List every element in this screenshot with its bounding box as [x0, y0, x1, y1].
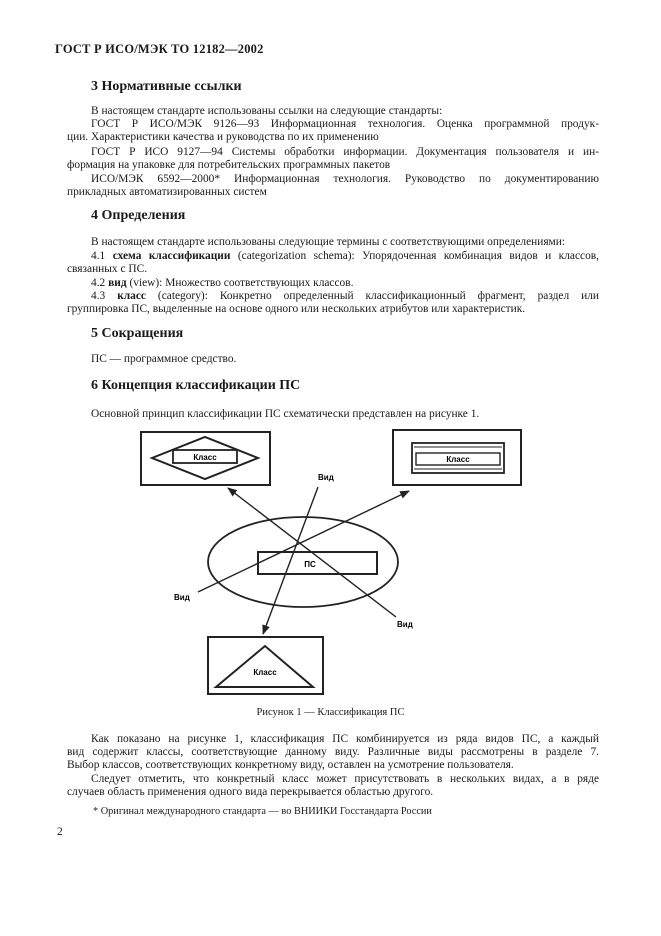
- body-p1-line1: Как показано на рисунке 1, классификация ПС комбинируется из ряда видов ПС, а каждый: [91, 733, 599, 745]
- def-4-2: 4.2 вид (view): Множество соответствующих классов.: [91, 277, 354, 289]
- def-4-3: 4.3 класс (category): Конкретно определенный классификационный фрагмент, раздел или: [91, 290, 599, 302]
- page-header: ГОСТ Р ИСО/МЭК ТО 12182—2002: [55, 42, 264, 56]
- footnote: * Оригинал международного стандарта — во ВНИИКИ Госстандарта России: [93, 806, 432, 817]
- view-label-left: Вид: [174, 593, 190, 602]
- view-label-top: Вид: [318, 473, 334, 482]
- body-p1-line3: Выбор классов, соответствующих конкретному виду, оставлен на усмотрение пользователя.: [67, 759, 514, 771]
- view-label-right: Вид: [397, 620, 413, 629]
- section-6-title: 6 Концепция классификации ПС: [91, 378, 301, 393]
- sec5-text: ПС — программное средство.: [91, 353, 237, 365]
- view-arrow-left: [198, 491, 409, 592]
- page-number: 2: [57, 826, 63, 838]
- ref1-line2: ции. Характеристики качества и руководства по их применению: [67, 131, 379, 143]
- class-label-b: Класс: [253, 668, 277, 677]
- class-box-top-left: [141, 432, 270, 485]
- class-box-bottom: [208, 637, 323, 694]
- ref2-line1: ГОСТ Р ИСО 9127—94 Системы обработки информации. Документация пользователя и ин-: [91, 146, 599, 158]
- def-4-1-line2: связанных с ПС.: [67, 263, 148, 275]
- def-4-3-line2: группировка ПС, выделенные на основе одного или нескольких атрибутов или характеристик.: [67, 303, 526, 315]
- class-label-tl: Класс: [193, 453, 217, 462]
- ref1-line1: ГОСТ Р ИСО/МЭК 9126—93 Информационная технология. Оценка программной продук-: [91, 118, 599, 130]
- sec4-intro: В настоящем стандарте использованы следующие термины с соответствующими определениями:: [91, 236, 566, 248]
- ref3-line1: ИСО/МЭК 6592—2000* Информационная технология. Руководство по документированию: [91, 173, 599, 185]
- ps-label: ПС: [304, 560, 316, 569]
- section-3-title: 3 Нормативные ссылки: [91, 79, 242, 94]
- def-4-1: 4.1 схема классификации (categorization schema): Упорядоченная комбинация видов и классов,: [91, 250, 599, 262]
- class-label-tr: Класс: [446, 455, 470, 464]
- body-p2-line2: случаев область применения одного вида перекрывается областью другого.: [67, 786, 434, 798]
- class-box-top-right: [393, 430, 521, 485]
- body-p2-line1: Следует отметить, что конкретный класс может присутствовать в нескольких видах, а в ряде: [91, 773, 599, 785]
- body-p1-line2: вид содержит классы, соответствующие данному виду. Различные виды рассмотрены в разделе 7.: [67, 746, 599, 758]
- ref2-line2: формация на упаковке для потребительских программных пакетов: [67, 159, 391, 171]
- software-ellipse: [208, 517, 398, 607]
- figure-caption: Рисунок 1 — Классификация ПС: [256, 707, 405, 718]
- ref3-line2: прикладных автоматизированных систем: [67, 186, 267, 198]
- sec6-intro: Основной принцип классификации ПС схематически представлен на рисунке 1.: [91, 408, 480, 420]
- section-4-title: 4 Определения: [91, 208, 186, 223]
- sec3-intro: В настоящем стандарте использованы ссылки на следующие стандарты:: [91, 105, 443, 117]
- section-5-title: 5 Сокращения: [91, 326, 184, 341]
